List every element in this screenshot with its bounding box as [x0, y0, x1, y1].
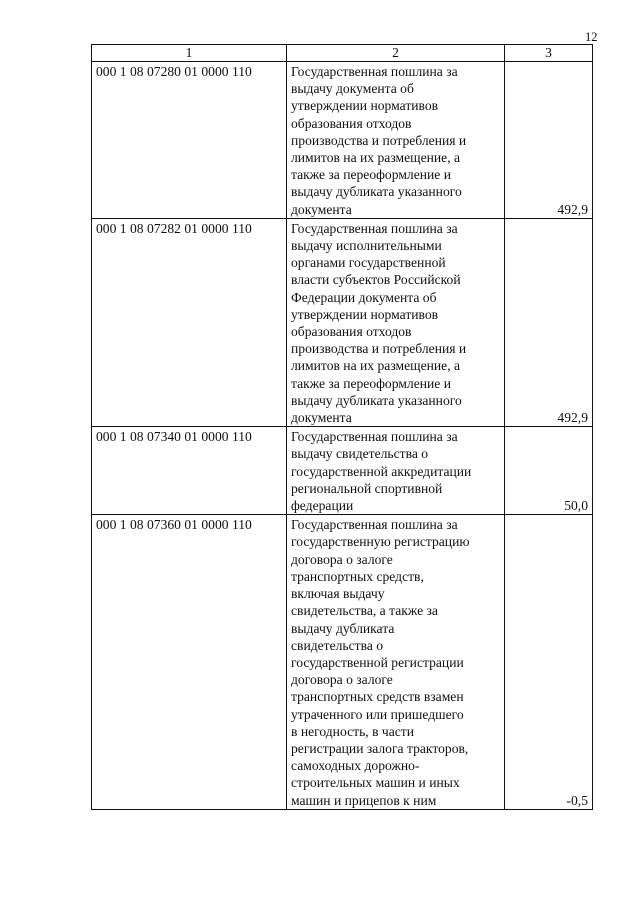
description-line: в негодность, в части [291, 723, 415, 739]
description-line: выдачу документа об [291, 81, 414, 97]
description-line: договора о залоге [291, 672, 393, 688]
description-line: утверждении нормативов [291, 98, 439, 114]
table-row [92, 218, 593, 426]
description-line: власти субъектов Российской [291, 272, 461, 288]
table-row [92, 62, 593, 219]
description-line: утверждении нормативов [291, 306, 439, 322]
table-row [92, 427, 593, 515]
description-line: утраченного или пришедшего [291, 706, 464, 722]
row-description [287, 62, 505, 219]
description-line: также за переоформление и [291, 167, 451, 183]
header-col-1: 1 [92, 45, 287, 62]
row-code: 000 1 08 07340 01 0000 110 [92, 427, 287, 515]
row-value: 50,0 [564, 498, 588, 514]
row-description [287, 515, 505, 809]
description-line: строительных машин и иных [291, 775, 460, 791]
header-col-3: 3 [505, 45, 593, 62]
description-line: федерации [291, 498, 354, 514]
description-line: выдачу дубликата [291, 620, 395, 636]
header-col-2: 2 [287, 45, 505, 62]
description-line: машин и прицепов к ним [291, 792, 437, 808]
row-value: 492,9 [557, 201, 588, 217]
row-description [287, 427, 505, 515]
row-description [287, 218, 505, 426]
description-line: договора о залоге [291, 551, 393, 567]
description-line: выдачу дубликата указанного [291, 392, 462, 408]
revenue-table [91, 44, 593, 810]
description-line: выдачу свидетельства о [291, 446, 429, 462]
description-line: государственной регистрации [291, 654, 464, 670]
row-value-cell [505, 218, 593, 426]
description-line: Государственная пошлина за [291, 429, 458, 445]
description-line: регистрации залога тракторов, [291, 740, 469, 756]
description-line: документа [291, 201, 352, 217]
description-line: свидетельства, а также за [291, 603, 438, 619]
description-line: производства и потребления и [291, 341, 467, 357]
description-line: органами государственной [291, 255, 446, 271]
description-line: лимитов на их размещение, а [291, 358, 461, 374]
row-value: -0,5 [566, 792, 588, 808]
description-line: региональной спортивной [291, 480, 443, 496]
description-line: самоходных дорожно- [291, 758, 420, 774]
description-line: также за переоформление и [291, 375, 451, 391]
description-line: производства и потребления и [291, 132, 467, 148]
page-number: 12 [585, 30, 598, 44]
row-value: 492,9 [557, 410, 588, 426]
description-line: Государственная пошлина за [291, 220, 458, 236]
row-code: 000 1 08 07282 01 0000 110 [92, 218, 287, 426]
table-header-row [92, 45, 593, 62]
description-line: образования отходов [291, 324, 412, 340]
row-value-cell [505, 427, 593, 515]
description-line: выдачу дубликата указанного [291, 184, 462, 200]
table-row [92, 515, 593, 809]
description-line: лимитов на их размещение, а [291, 150, 461, 166]
description-line: документа [291, 410, 352, 426]
row-code: 000 1 08 07360 01 0000 110 [92, 515, 287, 809]
description-line: включая выдачу [291, 586, 385, 602]
description-line: свидетельства о [291, 637, 384, 653]
row-code: 000 1 08 07280 01 0000 110 [92, 62, 287, 219]
row-value-cell [505, 62, 593, 219]
description-line: Государственная пошлина за [291, 517, 458, 533]
description-line: образования отходов [291, 115, 412, 131]
description-line: Государственная пошлина за [291, 64, 458, 79]
description-line: Федерации документа об [291, 289, 437, 305]
description-line: транспортных средств, [291, 568, 424, 584]
description-line: выдачу исполнительными [291, 238, 442, 254]
description-line: государственной аккредитации [291, 463, 472, 479]
description-line: транспортных средств взамен [291, 689, 464, 705]
row-value-cell [505, 515, 593, 809]
description-line: государственную регистрацию [291, 534, 470, 550]
